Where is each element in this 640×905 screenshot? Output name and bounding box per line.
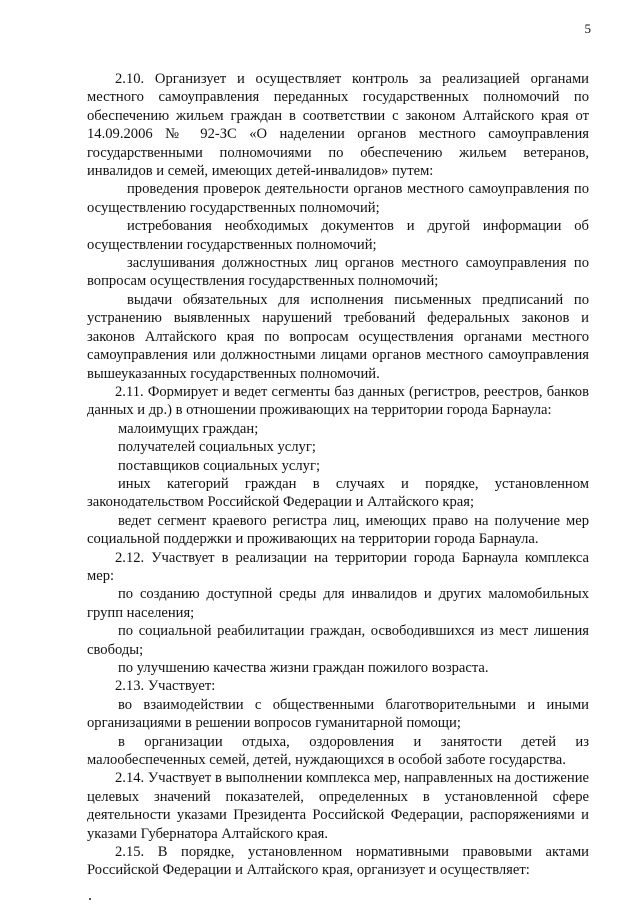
paragraph: 2.15. В порядке, установленном нормативными правовыми актами Российской Федерации и Алтайского края, организует и осуществляет:	[87, 844, 589, 879]
paragraph: заслушивания должностных лиц органов местного самоуправления по вопросам осуществления государственных полномочий;	[87, 255, 589, 290]
paragraph: получателей социальных услуг;	[118, 439, 316, 456]
paragraph: во взаимодействии с общественными благотворительными и иными организациями в решении вопросов гуманитарной помощи;	[87, 696, 589, 732]
paragraph: иных категорий граждан в случаях и порядке, установленном законодательством Российской Федерации и Алтайского края;	[87, 475, 589, 511]
paragraph: малоимущих граждан;	[118, 420, 259, 437]
paragraph: по созданию доступной среды для инвалидов и других маломобильных групп населения;	[87, 586, 589, 621]
page-number: 5	[584, 21, 591, 36]
paragraph: в организации отдыха, оздоровления и занятости детей из малообеспеченных семей, детей, нуждающихся в особой заботе государства.	[87, 733, 589, 769]
paragraph: выдачи обязательных для исполнения письменных предписаний по устранению выявленных нарушений требований федеральных законов и законов Алтайского края по вопросам осуществления органами местного самоуправления или должностными лицами органов местного самоуправления вышеуказанных государственных полномочий.	[87, 291, 589, 382]
paragraph: по социальной реабилитации граждан, освободившихся из мест лишения свободы;	[87, 623, 589, 658]
paragraph: 2.10. Организует и осуществляет контроль за реализацией органами местного самоуправления переданных государственных полномочий по обеспечению жильем граждан в соответствии с законом Алтайского края от 14.09.2006 № 92-ЗС «О наделении органов местного самоуправления государственными полномочиями по обеспечению жильем ветеранов, инвалидов и семей, имеющих детей-инвалидов» путем:	[87, 71, 589, 180]
paragraph: по улучшению качества жизни граждан пожилого возраста.	[118, 660, 489, 676]
paragraph: 2.12. Участвует в реализации на территории города Барнаула комплекса мер:	[87, 549, 589, 584]
paragraph: 2.11. Формирует и ведет сегменты баз данных (регистров, реестров, банков данных и др.) в отношении проживающих на территории города Барнаула:	[87, 383, 589, 419]
paragraph: 2.13. Участвует:	[115, 678, 216, 695]
paragraph: истребования необходимых документов и другой информации об осуществлении государственных полномочий;	[87, 218, 589, 253]
paragraph: ведет сегмент краевого регистра лиц, имеющих право на получение мер социальной поддержки и проживающих на территории города Барнаула.	[87, 512, 589, 548]
scan-speck	[89, 898, 91, 900]
document-body	[87, 70, 589, 880]
paragraph: поставщиков социальных услуг;	[118, 457, 320, 474]
paragraph: проведения проверок деятельности органов местного самоуправления по осуществлению государственных полномочий;	[87, 181, 589, 216]
paragraph: 2.14. Участвует в выполнении комплекса мер, направленных на достижение целевых значений показателей, определенных в установленной сфере деятельности указами Президента Российской Федерации, распоряжениями и указами Губернатора Алтайского края.	[87, 770, 589, 842]
